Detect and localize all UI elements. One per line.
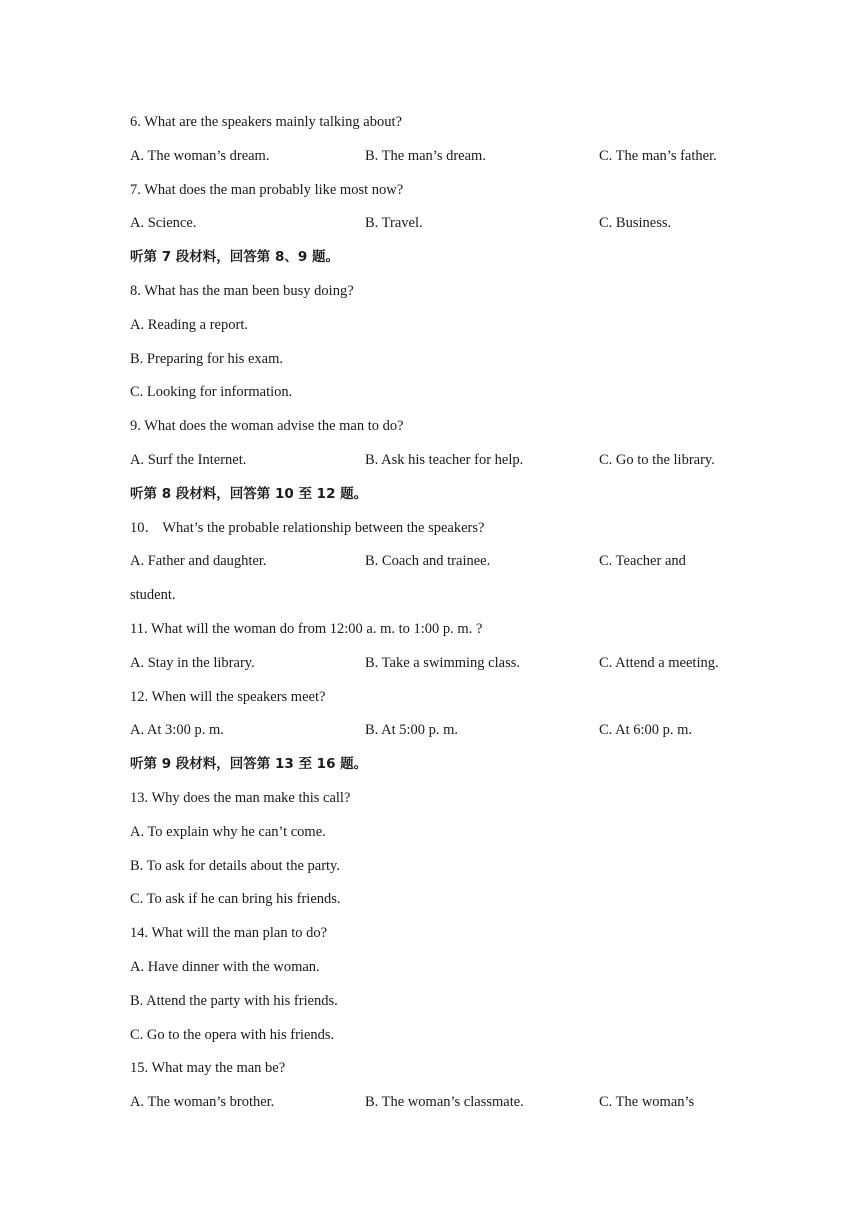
question-line: student. bbox=[130, 587, 176, 604]
question-line: 7. What does the man probably like most now? bbox=[130, 181, 404, 198]
document-page bbox=[130, 112, 750, 1126]
answer-options-row bbox=[130, 653, 750, 687]
answer-options-row bbox=[130, 551, 750, 585]
question-line: A. To explain why he can’t come. bbox=[130, 823, 326, 840]
question-line: B. Preparing for his exam. bbox=[130, 350, 284, 367]
section-heading: 听第 8 段材料，回答第 10 至 12 题。 bbox=[130, 485, 368, 502]
question-line: B. Attend the party with his friends. bbox=[130, 992, 338, 1009]
section-heading: 听第 7 段材料，回答第 8、9 题。 bbox=[130, 249, 339, 266]
answer-option-a: A. Stay in the library. bbox=[130, 654, 255, 671]
section-heading: 听第 9 段材料，回答第 13 至 16 题。 bbox=[130, 756, 368, 773]
answer-option-c: C. Business. bbox=[599, 215, 672, 232]
question-line: C. Looking for information. bbox=[130, 384, 293, 401]
question-line: 14. What will the man plan to do? bbox=[130, 925, 328, 942]
answer-option-c: C. Teacher and bbox=[599, 553, 686, 570]
question-line: B. To ask for details about the party. bbox=[130, 857, 340, 874]
answer-option-b: B. Take a swimming class. bbox=[365, 654, 520, 671]
answer-option-c: C. Attend a meeting. bbox=[599, 654, 719, 671]
answer-option-a: A. The woman’s dream. bbox=[130, 147, 270, 164]
answer-options-row bbox=[130, 213, 750, 247]
question-line: 10． What’s the probable relationship between the speakers? bbox=[130, 519, 485, 536]
answer-option-c: C. The woman’s bbox=[599, 1094, 695, 1111]
answer-options-row bbox=[130, 720, 750, 754]
question-line: C. Go to the opera with his friends. bbox=[130, 1026, 335, 1043]
answer-option-a: A. Surf the Internet. bbox=[130, 451, 247, 468]
answer-option-b: B. Ask his teacher for help. bbox=[365, 451, 524, 468]
question-line: 6. What are the speakers mainly talking about? bbox=[130, 114, 402, 130]
answer-option-a: A. Science. bbox=[130, 215, 197, 232]
answer-option-b: B. The woman’s classmate. bbox=[365, 1094, 524, 1111]
answer-option-c: C. The man’s father. bbox=[599, 147, 717, 164]
answer-options-row bbox=[130, 450, 750, 484]
answer-option-a: A. Father and daughter. bbox=[130, 553, 267, 570]
answer-option-b: B. The man’s dream. bbox=[365, 147, 486, 164]
question-line: 9. What does the woman advise the man to do? bbox=[130, 418, 404, 435]
question-line: A. Reading a report. bbox=[130, 316, 248, 333]
answer-option-c: C. Go to the library. bbox=[599, 451, 715, 468]
answer-option-b: B. At 5:00 p. m. bbox=[365, 722, 459, 739]
answer-options-row bbox=[130, 1092, 750, 1126]
question-line: A. Have dinner with the woman. bbox=[130, 958, 320, 975]
answer-option-a: A. At 3:00 p. m. bbox=[130, 722, 224, 739]
question-line: C. To ask if he can bring his friends. bbox=[130, 891, 341, 908]
question-line: 8. What has the man been busy doing? bbox=[130, 282, 354, 299]
answer-options-row bbox=[130, 146, 750, 180]
answer-option-b: B. Travel. bbox=[365, 215, 423, 232]
question-line: 12. When will the speakers meet? bbox=[130, 688, 326, 705]
answer-option-b: B. Coach and trainee. bbox=[365, 553, 491, 570]
question-line: 13. Why does the man make this call? bbox=[130, 789, 351, 806]
question-line: 11. What will the woman do from 12:00 a. m. to 1:00 p. m. ? bbox=[130, 620, 483, 637]
question-line: 15. What may the man be? bbox=[130, 1060, 286, 1077]
answer-option-c: C. At 6:00 p. m. bbox=[599, 722, 693, 739]
answer-option-a: A. The woman’s brother. bbox=[130, 1094, 275, 1111]
